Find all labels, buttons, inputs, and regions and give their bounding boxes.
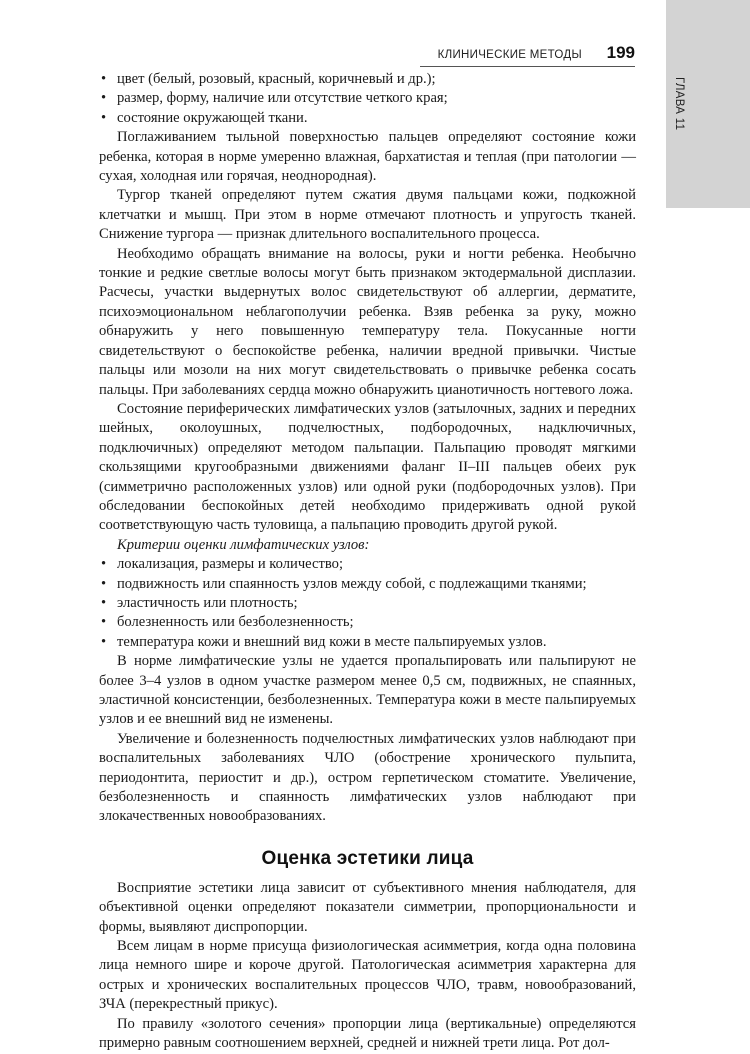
paragraph-lymph-nodes: Состояние периферических лимфатических узлов (затылочных, задних и передних шейных, околоушных, подчелюстных, подбородочных, надключичных, подключичных) определяют методом пальпации. Пальпацию проводят мягкими скользящими кругообразными движениями фаланг II–III пальцев обеих рук (симметрично расположенных узлов) или одной руки (подбородочных узлов). При обследовании беспокойных детей необходимо придерживать одной рукой соответствующую часть туловища, а пальпацию проводить другой рукой. — [99, 400, 636, 534]
paragraph-aesthetics-perception: Восприятие эстетики лица зависит от субъективного мнения наблюдателя, для объективной оценки определяют показатели симметрии, пропорциональности и формы, выявляют диспропорции. — [99, 879, 636, 935]
criteria-heading: Критерии оценки лимфатических узлов: — [117, 536, 370, 553]
list-item: • состояние окружающей ткани. — [99, 109, 636, 128]
bullet-list-appearance — [99, 70, 636, 128]
paragraph-enlarged-nodes: Увеличение и болезненность подчелюстных лимфатических узлов наблюдают при воспалительных заболеваниях ЧЛО (обострение хронического пульпита, периодонтита, периостит и др.), остром герпетическом стоматите. Увеличение, безболезненность и спаянность лимфатических узлов наблюдают при злокачественных новообразованиях. — [99, 730, 636, 825]
bullet-icon: • — [101, 633, 107, 650]
bullet-icon: • — [101, 594, 107, 611]
page-body — [99, 70, 636, 1054]
bullet-list-criteria — [99, 555, 636, 652]
page-header — [420, 40, 635, 67]
list-item: • локализация, размеры и количество; — [99, 555, 636, 574]
paragraph-normal-nodes: В норме лимфатические узлы не удается пропальпировать или пальпируют не более 3–4 узлов в одном участке размером менее 0,5 см, подвижных, не спаянных, эластичной консистенции, безболезненных. Температура кожи в месте пальпируемых узлов и ее внешний вид не изменены. — [99, 653, 636, 728]
list-item: • эластичность или плотность; — [99, 594, 636, 613]
bullet-icon: • — [101, 109, 107, 126]
paragraph-skin-palpation: Поглаживанием тыльной поверхностью пальцев определяют состояние кожи ребенка, которая в норме умеренно влажная, бархатистая и теплая (при патологии — сухая, холодная или горячая, неоднородная). — [99, 129, 636, 185]
paragraph-asymmetry: Всем лицам в норме присуща физиологическая асимметрия, когда одна половина лица немного шире и короче другой. Патологическая асимметрия характерна для острых и хронических воспалительных процессов ЧЛО, травм, новообразований, ЗЧА (перекрестный прикус). — [99, 938, 636, 1013]
bullet-icon: • — [101, 90, 107, 107]
bullet-icon: • — [101, 71, 107, 87]
list-item: • болезненность или безболезненность; — [99, 613, 636, 632]
section-heading: Оценка эстетики лица — [261, 847, 474, 869]
bullet-icon: • — [101, 614, 107, 631]
list-item: • цвет (белый, розовый, красный, коричневый и др.); — [99, 70, 636, 89]
paragraph-golden-ratio: По правилу «золотого сечения» пропорции лица (вертикальные) определяются примерно равным соотношением верхней, средней и нижней трети лица. Рот дол- — [99, 1015, 636, 1052]
list-item: • температура кожи и внешний вид кожи в месте пальпируемых узлов. — [99, 633, 636, 652]
page-number: 199 — [606, 43, 635, 62]
paragraph-turgor: Тургор тканей определяют путем сжатия двумя пальцами кожи, подкожной клетчатки и мышц. При этом в норме отмечают плотность и упругость тканей. Снижение тургора — признак длительного воспалительного процесса. — [99, 187, 636, 243]
list-item: • размер, форму, наличие или отсутствие четкого края; — [99, 89, 636, 108]
running-head: КЛИНИЧЕСКИЕ МЕТОДЫ — [437, 49, 582, 61]
list-item: • подвижность или спаянность узлов между собой, с подлежащими тканями; — [99, 575, 636, 594]
bullet-icon: • — [101, 575, 107, 592]
chapter-label: ГЛАВА 11 — [673, 77, 685, 131]
bullet-icon: • — [101, 556, 107, 573]
paragraph-hair-hands-nails: Необходимо обращать внимание на волосы, руки и ногти ребенка. Необычно тонкие и редкие светлые волосы могут быть признаком эктодермальной дисплазии. Расчесы, участки выдернутых волос свидетельствуют об аллергии, дерматите, психоэмоциональном неблагополучии ребенка. Взяв ребенка за руку, можно обнаружить у него повышенную температуру тела. Покусанные ногти свидетельствуют о беспокойстве ребенка, наличии вредной привычки. Чистые пальцы или мозоли на них могут свидетельствовать о привычке ребенка сосать пальцы. При заболеваниях сердца можно обнаружить цианотичность ногтевого ложа. — [99, 245, 636, 398]
